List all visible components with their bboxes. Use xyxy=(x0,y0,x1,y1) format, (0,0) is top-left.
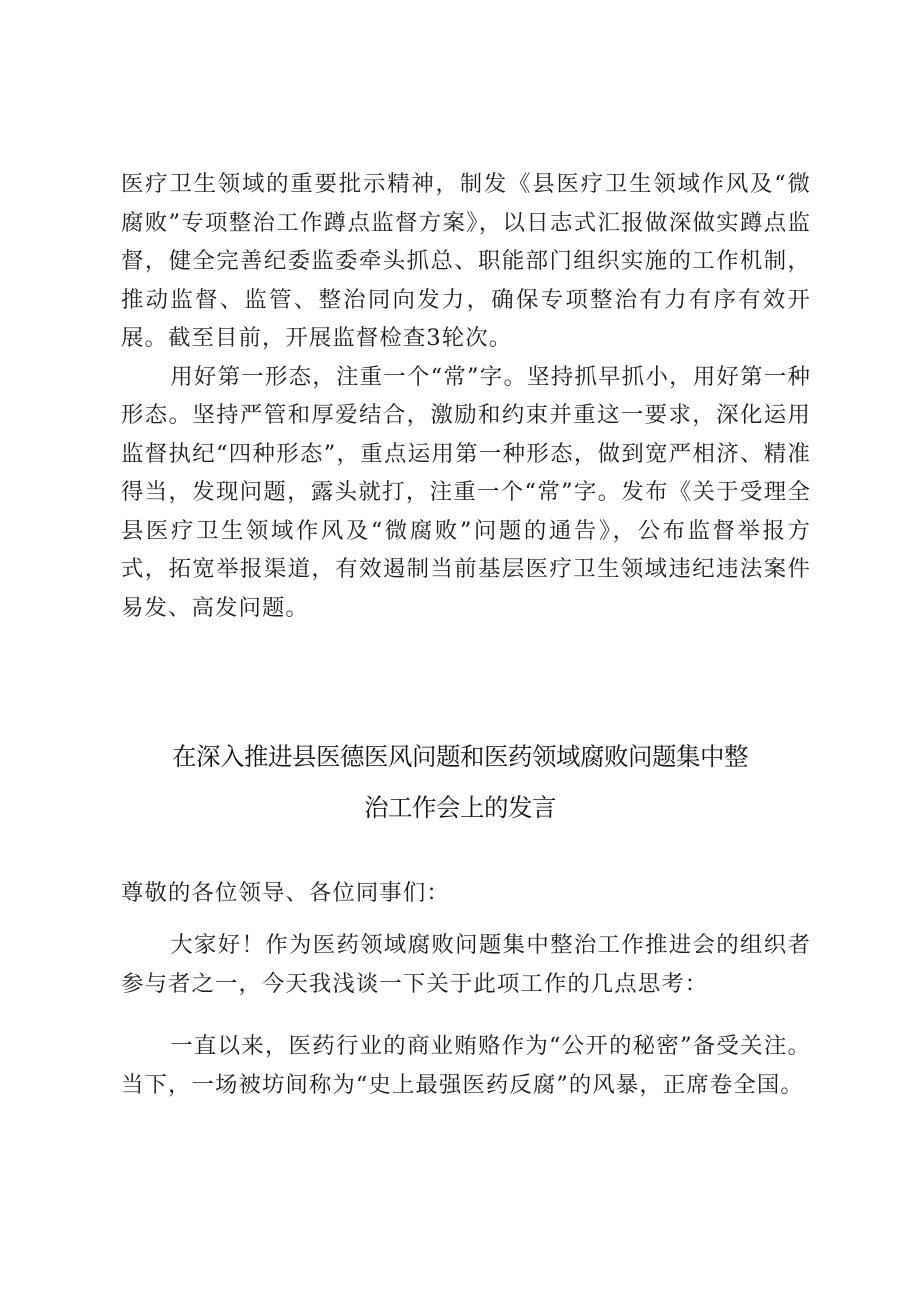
salutation: 尊敬的各位领导、各位同事们： xyxy=(121,880,450,906)
paragraph-context: 一直以来，医药行业的商业贿赂作为“公开的秘密”备受关注。当下，一场被坊间称为“史上最强医药反腐”的风暴，正席卷全国。 xyxy=(121,1033,811,1098)
paragraph-greeting: 大家好！作为医药领域腐败问题集中整治工作推进会的组织者参与者之一，今天我浅谈一下关于此项工作的几点思考： xyxy=(121,932,811,997)
speech-title-line1: 在深入推进县医德医风问题和医药领域腐败问题集中整 xyxy=(172,742,748,771)
speech-title xyxy=(110,731,810,833)
paragraph-first-form: 用好第一形态，注重一个“常”字。坚持抓早抓小，用好第一种形态。坚持严管和厚爱结合，激励和约束并重这一要求，深化运用监督执纪“四种形态”，重点运用第一种形态，做到宽严相济、精准得当，发现问题，露头就打，注重一个“常”字。发布《关于受理全县医疗卫生领域作风及“微腐败”问题的通告》，公布监督举报方式，拓宽举报渠道，有效遏制当前基层医疗卫生领域违纪违法案件易发、高发问题。 xyxy=(121,363,811,621)
paragraph-supervision: 医疗卫生领域的重要批示精神，制发《县医疗卫生领域作风及“微腐败”专项整治工作蹲点监督方案》，以日志式汇报做深做实蹲点监督，健全完善纪委监委牵头抓总、职能部门组织实施的工作机制，推动监督、监管、整治同向发力，确保专项整治有力有序有效开展。截至目前，开展监督检查3轮次。 xyxy=(121,171,811,351)
section1-body xyxy=(121,165,811,627)
salutation-block xyxy=(121,874,811,913)
context-block xyxy=(121,1027,811,1104)
speech-title-line2: 治工作会上的发言 xyxy=(364,793,556,822)
intro-block xyxy=(121,926,811,1003)
